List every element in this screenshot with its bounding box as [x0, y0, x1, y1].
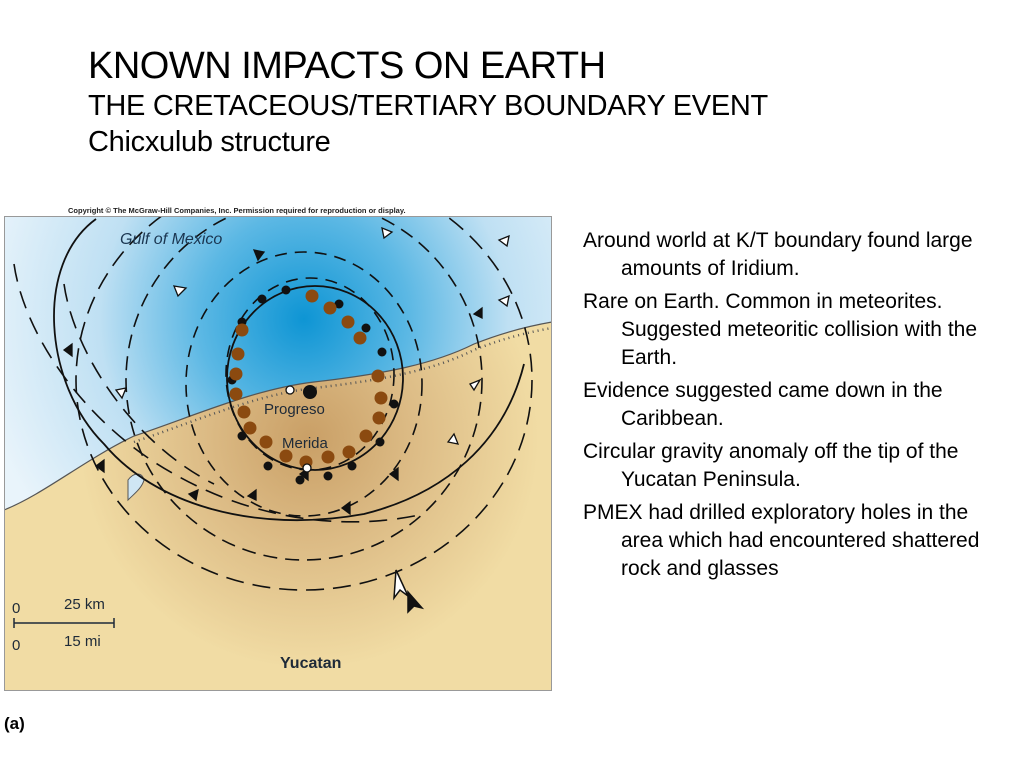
bullet-list	[583, 227, 1003, 588]
chicxulub-map-figure	[4, 204, 552, 691]
slide-subtitle-2: Chicxulub structure	[88, 126, 331, 158]
yucatan-label: Yucatan	[280, 655, 342, 672]
gulf-of-mexico-label: Gulf of Mexico	[120, 231, 223, 248]
scale-mi-value: 15 mi	[64, 633, 101, 650]
slide-title: KNOWN IMPACTS ON EARTH	[88, 45, 606, 87]
merida-label: Merida	[282, 435, 328, 452]
scale-km-value: 25 km	[64, 596, 105, 613]
scale-km-zero: 0	[12, 600, 21, 617]
scale-mi-zero: 0	[12, 637, 21, 654]
slide-subtitle: THE CRETACEOUS/TERTIARY BOUNDARY EVENT	[88, 90, 768, 122]
bullet-item: Circular gravity anomaly off the tip of the Yucatan Peninsula.	[583, 440, 959, 491]
progreso-label: Progreso	[264, 401, 325, 418]
bullet-item: Rare on Earth. Common in meteorites. Suggested meteoritic collision with the Earth.	[583, 290, 978, 369]
bullet-item: Evidence suggested came down in the Caribbean.	[583, 379, 943, 430]
slide-title-block	[88, 44, 768, 160]
progreso-marker	[286, 386, 294, 394]
bullet-item: PMEX had drilled exploratory holes in the area which had encountered shattered rock and glasses	[583, 501, 980, 580]
bullet-item: Around world at K/T boundary found large amounts of Iridium.	[583, 229, 973, 280]
figure-caption-label: (a)	[4, 714, 25, 733]
merida-marker	[303, 464, 311, 472]
copyright-notice: Copyright © The McGraw-Hill Companies, Inc. Permission required for reproduction or display.	[68, 206, 406, 215]
